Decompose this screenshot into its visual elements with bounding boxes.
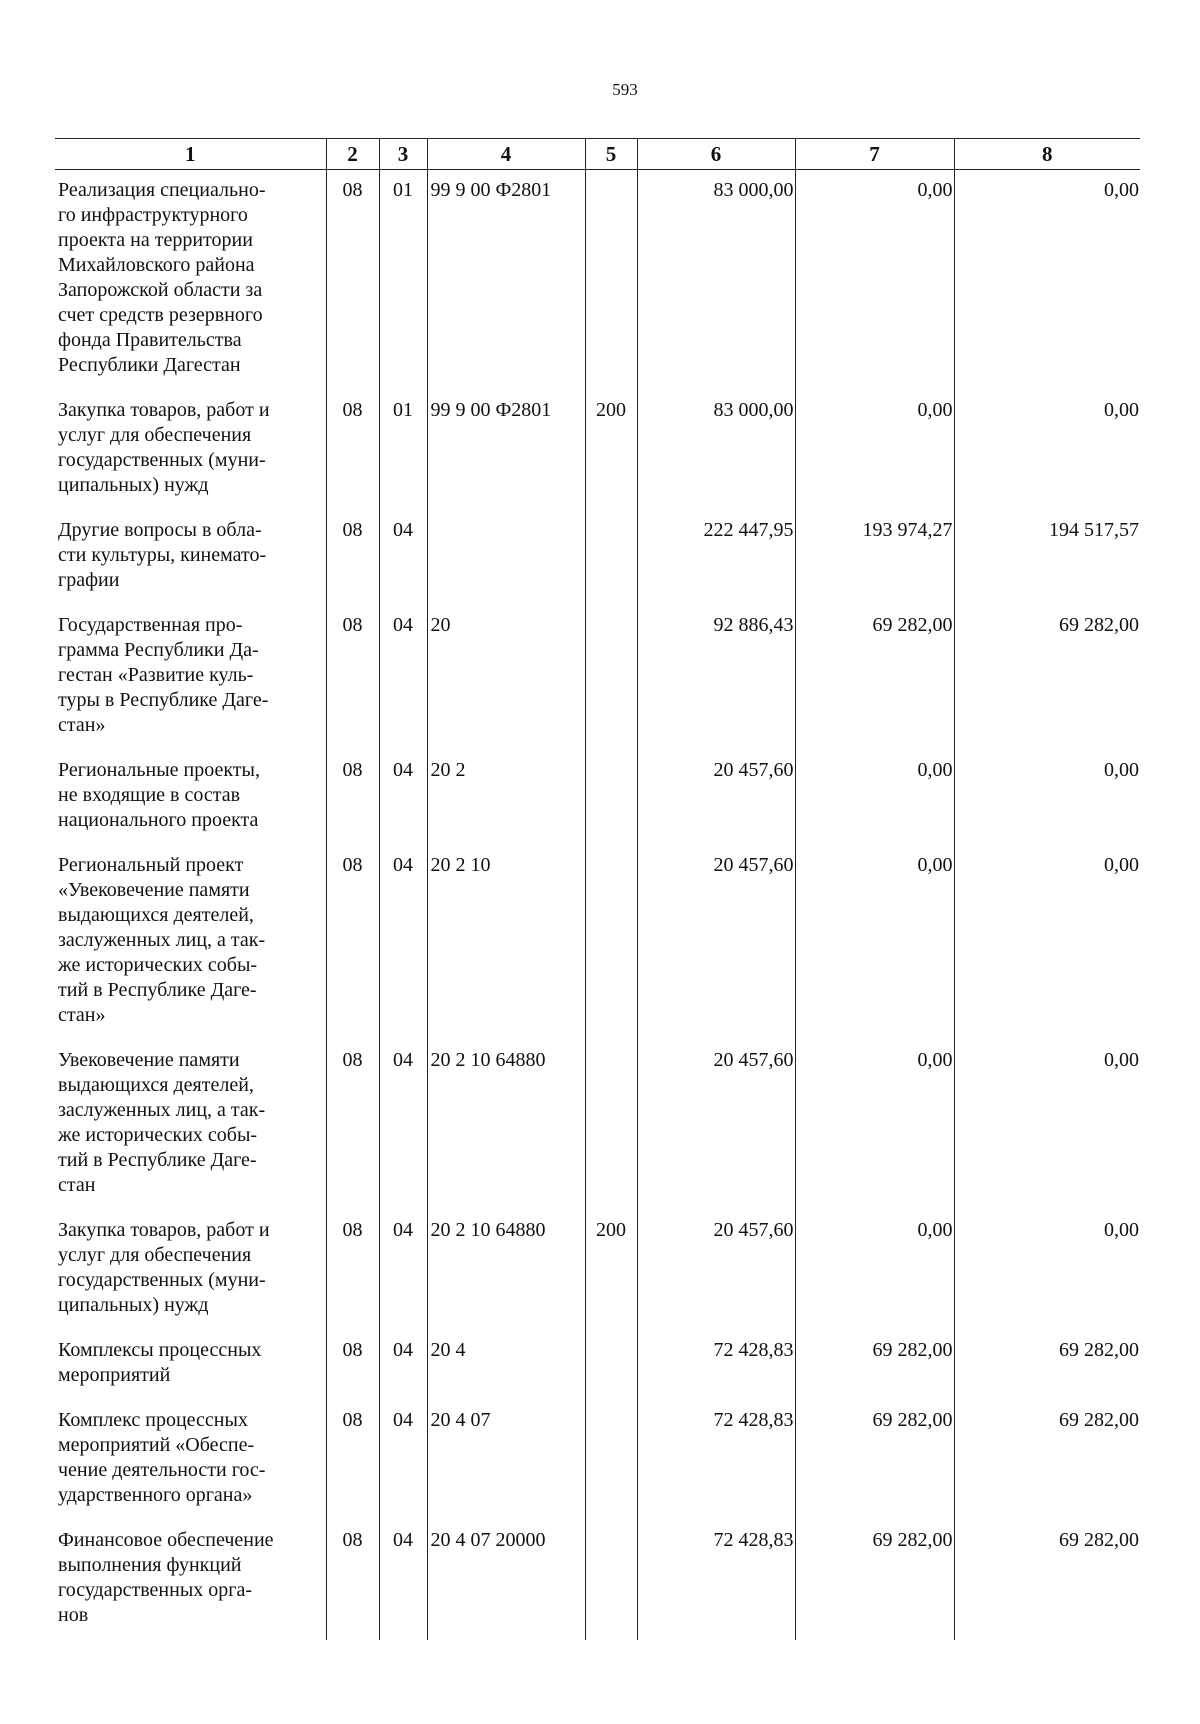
- header-col-7: 7: [795, 139, 954, 170]
- amount-year1-cell: 222 447,95: [637, 510, 795, 605]
- amount-year2-cell: 0,00: [795, 1210, 954, 1330]
- amount-year1-cell: 72 428,83: [637, 1400, 795, 1520]
- section-code-cell: 08: [326, 1040, 379, 1210]
- amount-year1-cell: 83 000,00: [637, 390, 795, 510]
- amount-year2-cell: 69 282,00: [795, 605, 954, 750]
- expense-name-cell: Реализация специально- го инфраструктурного проекта на территории Михайловского района Запорожской области за счет средств резервного фонда Правительства Республики Дагестан: [58, 179, 266, 376]
- header-col-5: 5: [585, 139, 637, 170]
- amount-year3-cell: 0,00: [954, 1040, 1140, 1210]
- expense-name-cell: Государственная про- грамма Республики Да- гестан «Развитие куль- туры в Республике Даге- стан»: [58, 614, 269, 736]
- amount-year2-cell: 0,00: [795, 750, 954, 845]
- amount-year1-cell: 83 000,00: [637, 170, 795, 391]
- amount-year3-cell: 0,00: [954, 750, 1140, 845]
- section-code-cell: 08: [326, 510, 379, 605]
- amount-year2-cell: 193 974,27: [795, 510, 954, 605]
- table-body: [55, 170, 1140, 1641]
- header-col-2: 2: [326, 139, 379, 170]
- expense-name-cell: Закупка товаров, работ и услуг для обеспечения государственных (муни- ципальных) нужд: [58, 399, 270, 496]
- amount-year1-cell: 72 428,83: [637, 1330, 795, 1400]
- amount-year2-cell: 69 282,00: [795, 1330, 954, 1400]
- amount-year1-cell: 20 457,60: [637, 750, 795, 845]
- expense-name-cell: Увековечение памяти выдающихся деятелей, заслуженных лиц, а так- же исторических собы- тий в Республике Даге- стан: [58, 1049, 266, 1196]
- section-code-cell: 08: [326, 1210, 379, 1330]
- expense-type-cell: 200: [585, 1210, 637, 1330]
- target-article-cell: 20 2 10 64880: [427, 1210, 585, 1330]
- target-article-cell: 20 2 10: [427, 845, 585, 1040]
- amount-year3-cell: 0,00: [954, 1210, 1140, 1330]
- expense-type-cell: [585, 605, 637, 750]
- expense-name-cell: Региональные проекты, не входящие в состав национального проекта: [58, 759, 260, 831]
- expense-type-cell: [585, 1520, 637, 1640]
- section-code-cell: 08: [326, 1400, 379, 1520]
- expense-type-cell: 200: [585, 390, 637, 510]
- table-row: [55, 1520, 1140, 1640]
- section-code-cell: 08: [326, 605, 379, 750]
- amount-year2-cell: 69 282,00: [795, 1400, 954, 1520]
- section-code-cell: 08: [326, 750, 379, 845]
- table-row: [55, 1330, 1140, 1400]
- section-code-cell: 08: [326, 1520, 379, 1640]
- table-row: [55, 170, 1140, 391]
- budget-table: [55, 138, 1140, 1640]
- amount-year3-cell: 69 282,00: [954, 605, 1140, 750]
- page-number: 593: [612, 80, 638, 99]
- amount-year2-cell: 0,00: [795, 1040, 954, 1210]
- amount-year2-cell: 69 282,00: [795, 1520, 954, 1640]
- expense-type-cell: [585, 510, 637, 605]
- header-col-8: 8: [954, 139, 1140, 170]
- table-row: [55, 1400, 1140, 1520]
- amount-year1-cell: 20 457,60: [637, 1040, 795, 1210]
- amount-year3-cell: 0,00: [954, 845, 1140, 1040]
- expense-name-cell: Комплексы процессных мероприятий: [58, 1339, 262, 1386]
- header-col-1: 1: [55, 139, 326, 170]
- table-row: [55, 1210, 1140, 1330]
- target-article-cell: 20 4 07: [427, 1400, 585, 1520]
- header-col-4: 4: [427, 139, 585, 170]
- expense-type-cell: [585, 170, 637, 391]
- section-code-cell: 08: [326, 1330, 379, 1400]
- table-row: [55, 510, 1140, 605]
- amount-year1-cell: 20 457,60: [637, 1210, 795, 1330]
- expense-name-cell: Комплекс процессных мероприятий «Обеспе- чение деятельности гос- ударственного органа»: [58, 1409, 266, 1506]
- section-code-cell: 08: [326, 170, 379, 391]
- table-row: [55, 750, 1140, 845]
- target-article-cell: [427, 510, 585, 605]
- expense-name-cell: Региональный проект «Увековечение памяти выдающихся деятелей, заслуженных лиц, а так- же исторических собы- тий в Республике Даге- стан»: [58, 854, 266, 1026]
- amount-year1-cell: 72 428,83: [637, 1520, 795, 1640]
- amount-year2-cell: 0,00: [795, 845, 954, 1040]
- target-article-cell: 20 2: [427, 750, 585, 845]
- table-row: [55, 845, 1140, 1040]
- budget-table-container: [55, 138, 1140, 1626]
- target-article-cell: 99 9 00 Ф2801: [427, 390, 585, 510]
- subsection-code-cell: 01: [379, 170, 427, 391]
- subsection-code-cell: 04: [379, 1520, 427, 1640]
- subsection-code-cell: 04: [379, 1040, 427, 1210]
- expense-type-cell: [585, 1330, 637, 1400]
- amount-year3-cell: 69 282,00: [954, 1330, 1140, 1400]
- amount-year2-cell: 0,00: [795, 170, 954, 391]
- amount-year1-cell: 92 886,43: [637, 605, 795, 750]
- target-article-cell: 20: [427, 605, 585, 750]
- table-row: [55, 1040, 1140, 1210]
- subsection-code-cell: 01: [379, 390, 427, 510]
- table-row: [55, 390, 1140, 510]
- subsection-code-cell: 04: [379, 1210, 427, 1330]
- section-code-cell: 08: [326, 845, 379, 1040]
- amount-year3-cell: 69 282,00: [954, 1400, 1140, 1520]
- subsection-code-cell: 04: [379, 510, 427, 605]
- table-row: [55, 605, 1140, 750]
- target-article-cell: 20 4: [427, 1330, 585, 1400]
- target-article-cell: 20 4 07 20000: [427, 1520, 585, 1640]
- expense-type-cell: [585, 845, 637, 1040]
- subsection-code-cell: 04: [379, 750, 427, 845]
- expense-name-cell: Закупка товаров, работ и услуг для обеспечения государственных (муни- ципальных) нужд: [58, 1219, 270, 1316]
- header-col-6: 6: [637, 139, 795, 170]
- subsection-code-cell: 04: [379, 605, 427, 750]
- amount-year3-cell: 194 517,57: [954, 510, 1140, 605]
- expense-type-cell: [585, 750, 637, 845]
- header-col-3: 3: [379, 139, 427, 170]
- subsection-code-cell: 04: [379, 1400, 427, 1520]
- amount-year3-cell: 69 282,00: [954, 1520, 1140, 1640]
- expense-type-cell: [585, 1040, 637, 1210]
- amount-year3-cell: 0,00: [954, 170, 1140, 391]
- header-row: [55, 139, 1140, 170]
- section-code-cell: 08: [326, 390, 379, 510]
- target-article-cell: 99 9 00 Ф2801: [427, 170, 585, 391]
- expense-name-cell: Другие вопросы в обла- сти культуры, кинемато- графии: [58, 519, 267, 591]
- amount-year3-cell: 0,00: [954, 390, 1140, 510]
- target-article-cell: 20 2 10 64880: [427, 1040, 585, 1210]
- subsection-code-cell: 04: [379, 845, 427, 1040]
- expense-type-cell: [585, 1400, 637, 1520]
- expense-name-cell: Финансовое обеспечение выполнения функций государственных орга- нов: [58, 1529, 274, 1626]
- amount-year1-cell: 20 457,60: [637, 845, 795, 1040]
- subsection-code-cell: 04: [379, 1330, 427, 1400]
- amount-year2-cell: 0,00: [795, 390, 954, 510]
